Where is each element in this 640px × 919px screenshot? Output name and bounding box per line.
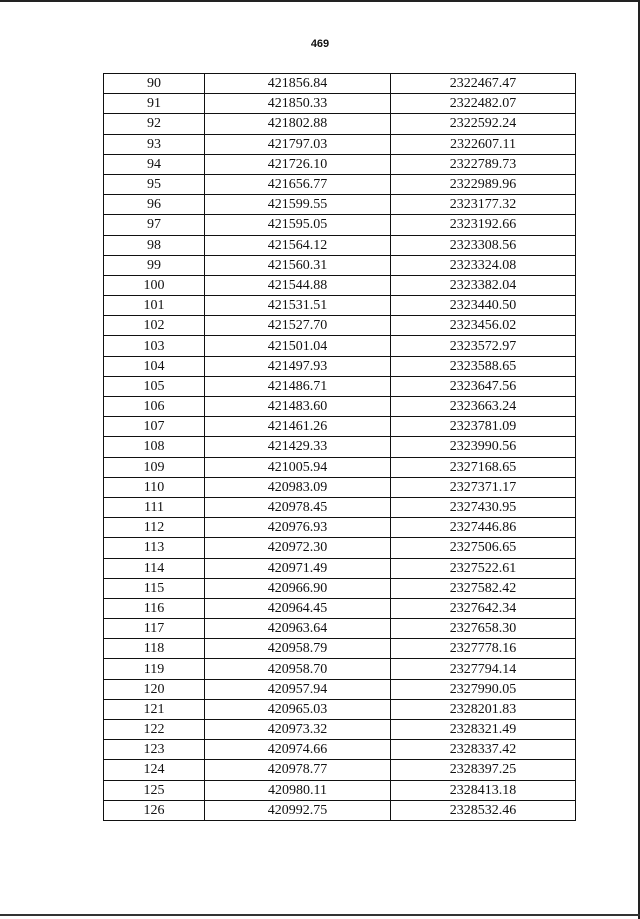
x-coordinate-cell: 420980.11 (205, 780, 391, 800)
table-row (104, 74, 576, 94)
point-number-cell: 111 (104, 497, 205, 517)
table-row (104, 134, 576, 154)
table-row (104, 316, 576, 336)
table-row (104, 780, 576, 800)
point-number-cell: 118 (104, 639, 205, 659)
y-coordinate-cell: 2323456.02 (391, 316, 576, 336)
point-number-cell: 114 (104, 558, 205, 578)
table-row (104, 235, 576, 255)
x-coordinate-cell: 421005.94 (205, 457, 391, 477)
table-row (104, 195, 576, 215)
point-number-cell: 91 (104, 94, 205, 114)
x-coordinate-cell: 421544.88 (205, 275, 391, 295)
y-coordinate-cell: 2323382.04 (391, 275, 576, 295)
y-coordinate-cell: 2327642.34 (391, 598, 576, 618)
point-number-cell: 90 (104, 74, 205, 94)
table-row (104, 437, 576, 457)
coordinates-table-body (104, 74, 576, 821)
y-coordinate-cell: 2328532.46 (391, 800, 576, 820)
y-coordinate-cell: 2328321.49 (391, 720, 576, 740)
point-number-cell: 94 (104, 154, 205, 174)
x-coordinate-cell: 420978.77 (205, 760, 391, 780)
table-row (104, 497, 576, 517)
point-number-cell: 92 (104, 114, 205, 134)
x-coordinate-cell: 420971.49 (205, 558, 391, 578)
point-number-cell: 126 (104, 800, 205, 820)
y-coordinate-cell: 2327430.95 (391, 497, 576, 517)
table-row (104, 477, 576, 497)
point-number-cell: 112 (104, 518, 205, 538)
point-number-cell: 106 (104, 397, 205, 417)
y-coordinate-cell: 2327658.30 (391, 619, 576, 639)
x-coordinate-cell: 421461.26 (205, 417, 391, 437)
table-row (104, 659, 576, 679)
table-row (104, 457, 576, 477)
table-row (104, 760, 576, 780)
table-row (104, 154, 576, 174)
table-row (104, 518, 576, 538)
y-coordinate-cell: 2323781.09 (391, 417, 576, 437)
point-number-cell: 100 (104, 275, 205, 295)
point-number-cell: 96 (104, 195, 205, 215)
y-coordinate-cell: 2323990.56 (391, 437, 576, 457)
x-coordinate-cell: 421560.31 (205, 255, 391, 275)
y-coordinate-cell: 2328337.42 (391, 740, 576, 760)
table-row (104, 94, 576, 114)
table-row (104, 336, 576, 356)
x-coordinate-cell: 421850.33 (205, 94, 391, 114)
x-coordinate-cell: 421483.60 (205, 397, 391, 417)
y-coordinate-cell: 2327990.05 (391, 679, 576, 699)
x-coordinate-cell: 420972.30 (205, 538, 391, 558)
point-number-cell: 117 (104, 619, 205, 639)
x-coordinate-cell: 421797.03 (205, 134, 391, 154)
table-row (104, 699, 576, 719)
table-row (104, 538, 576, 558)
x-coordinate-cell: 420974.66 (205, 740, 391, 760)
y-coordinate-cell: 2323663.24 (391, 397, 576, 417)
point-number-cell: 102 (104, 316, 205, 336)
y-coordinate-cell: 2323588.65 (391, 356, 576, 376)
table-row (104, 215, 576, 235)
y-coordinate-cell: 2327446.86 (391, 518, 576, 538)
point-number-cell: 109 (104, 457, 205, 477)
point-number-cell: 119 (104, 659, 205, 679)
table-row (104, 397, 576, 417)
y-coordinate-cell: 2328413.18 (391, 780, 576, 800)
y-coordinate-cell: 2327794.14 (391, 659, 576, 679)
x-coordinate-cell: 421429.33 (205, 437, 391, 457)
point-number-cell: 113 (104, 538, 205, 558)
point-number-cell: 121 (104, 699, 205, 719)
x-coordinate-cell: 421656.77 (205, 174, 391, 194)
point-number-cell: 101 (104, 296, 205, 316)
table-row (104, 296, 576, 316)
x-coordinate-cell: 420958.79 (205, 639, 391, 659)
x-coordinate-cell: 420965.03 (205, 699, 391, 719)
table-row (104, 114, 576, 134)
table-row (104, 720, 576, 740)
point-number-cell: 104 (104, 356, 205, 376)
x-coordinate-cell: 421486.71 (205, 376, 391, 396)
table-row (104, 578, 576, 598)
table-row (104, 800, 576, 820)
x-coordinate-cell: 420966.90 (205, 578, 391, 598)
point-number-cell: 103 (104, 336, 205, 356)
point-number-cell: 123 (104, 740, 205, 760)
y-coordinate-cell: 2322989.96 (391, 174, 576, 194)
point-number-cell: 115 (104, 578, 205, 598)
y-coordinate-cell: 2327371.17 (391, 477, 576, 497)
y-coordinate-cell: 2327778.16 (391, 639, 576, 659)
x-coordinate-cell: 420958.70 (205, 659, 391, 679)
coordinates-table (103, 73, 576, 821)
point-number-cell: 97 (104, 215, 205, 235)
y-coordinate-cell: 2323440.50 (391, 296, 576, 316)
page-border-bottom (0, 914, 640, 916)
table-row (104, 376, 576, 396)
table-row (104, 255, 576, 275)
y-coordinate-cell: 2322607.11 (391, 134, 576, 154)
y-coordinate-cell: 2322789.73 (391, 154, 576, 174)
table-row (104, 639, 576, 659)
x-coordinate-cell: 421599.55 (205, 195, 391, 215)
x-coordinate-cell: 421531.51 (205, 296, 391, 316)
x-coordinate-cell: 420964.45 (205, 598, 391, 618)
y-coordinate-cell: 2323572.97 (391, 336, 576, 356)
y-coordinate-cell: 2323647.56 (391, 376, 576, 396)
point-number-cell: 116 (104, 598, 205, 618)
x-coordinate-cell: 421497.93 (205, 356, 391, 376)
x-coordinate-cell: 420963.64 (205, 619, 391, 639)
y-coordinate-cell: 2322467.47 (391, 74, 576, 94)
y-coordinate-cell: 2323192.66 (391, 215, 576, 235)
table-row (104, 417, 576, 437)
table-row (104, 619, 576, 639)
y-coordinate-cell: 2322592.24 (391, 114, 576, 134)
table-row (104, 679, 576, 699)
table-row (104, 558, 576, 578)
y-coordinate-cell: 2328397.25 (391, 760, 576, 780)
point-number-cell: 107 (104, 417, 205, 437)
point-number-cell: 95 (104, 174, 205, 194)
point-number-cell: 93 (104, 134, 205, 154)
table-row (104, 356, 576, 376)
page-number: 469 (310, 38, 330, 50)
y-coordinate-cell: 2322482.07 (391, 94, 576, 114)
y-coordinate-cell: 2327506.65 (391, 538, 576, 558)
table-row (104, 174, 576, 194)
table-row (104, 740, 576, 760)
y-coordinate-cell: 2327522.61 (391, 558, 576, 578)
y-coordinate-cell: 2327582.42 (391, 578, 576, 598)
point-number-cell: 108 (104, 437, 205, 457)
x-coordinate-cell: 421802.88 (205, 114, 391, 134)
x-coordinate-cell: 420973.32 (205, 720, 391, 740)
x-coordinate-cell: 421501.04 (205, 336, 391, 356)
table-row (104, 598, 576, 618)
point-number-cell: 99 (104, 255, 205, 275)
point-number-cell: 98 (104, 235, 205, 255)
point-number-cell: 105 (104, 376, 205, 396)
x-coordinate-cell: 420983.09 (205, 477, 391, 497)
x-coordinate-cell: 420992.75 (205, 800, 391, 820)
point-number-cell: 122 (104, 720, 205, 740)
y-coordinate-cell: 2323308.56 (391, 235, 576, 255)
x-coordinate-cell: 421726.10 (205, 154, 391, 174)
x-coordinate-cell: 421564.12 (205, 235, 391, 255)
x-coordinate-cell: 420978.45 (205, 497, 391, 517)
page-border-top (0, 0, 638, 2)
y-coordinate-cell: 2323324.08 (391, 255, 576, 275)
x-coordinate-cell: 421527.70 (205, 316, 391, 336)
x-coordinate-cell: 421595.05 (205, 215, 391, 235)
x-coordinate-cell: 420976.93 (205, 518, 391, 538)
table-row (104, 275, 576, 295)
y-coordinate-cell: 2323177.32 (391, 195, 576, 215)
x-coordinate-cell: 420957.94 (205, 679, 391, 699)
y-coordinate-cell: 2328201.83 (391, 699, 576, 719)
point-number-cell: 125 (104, 780, 205, 800)
y-coordinate-cell: 2327168.65 (391, 457, 576, 477)
point-number-cell: 120 (104, 679, 205, 699)
point-number-cell: 110 (104, 477, 205, 497)
x-coordinate-cell: 421856.84 (205, 74, 391, 94)
point-number-cell: 124 (104, 760, 205, 780)
